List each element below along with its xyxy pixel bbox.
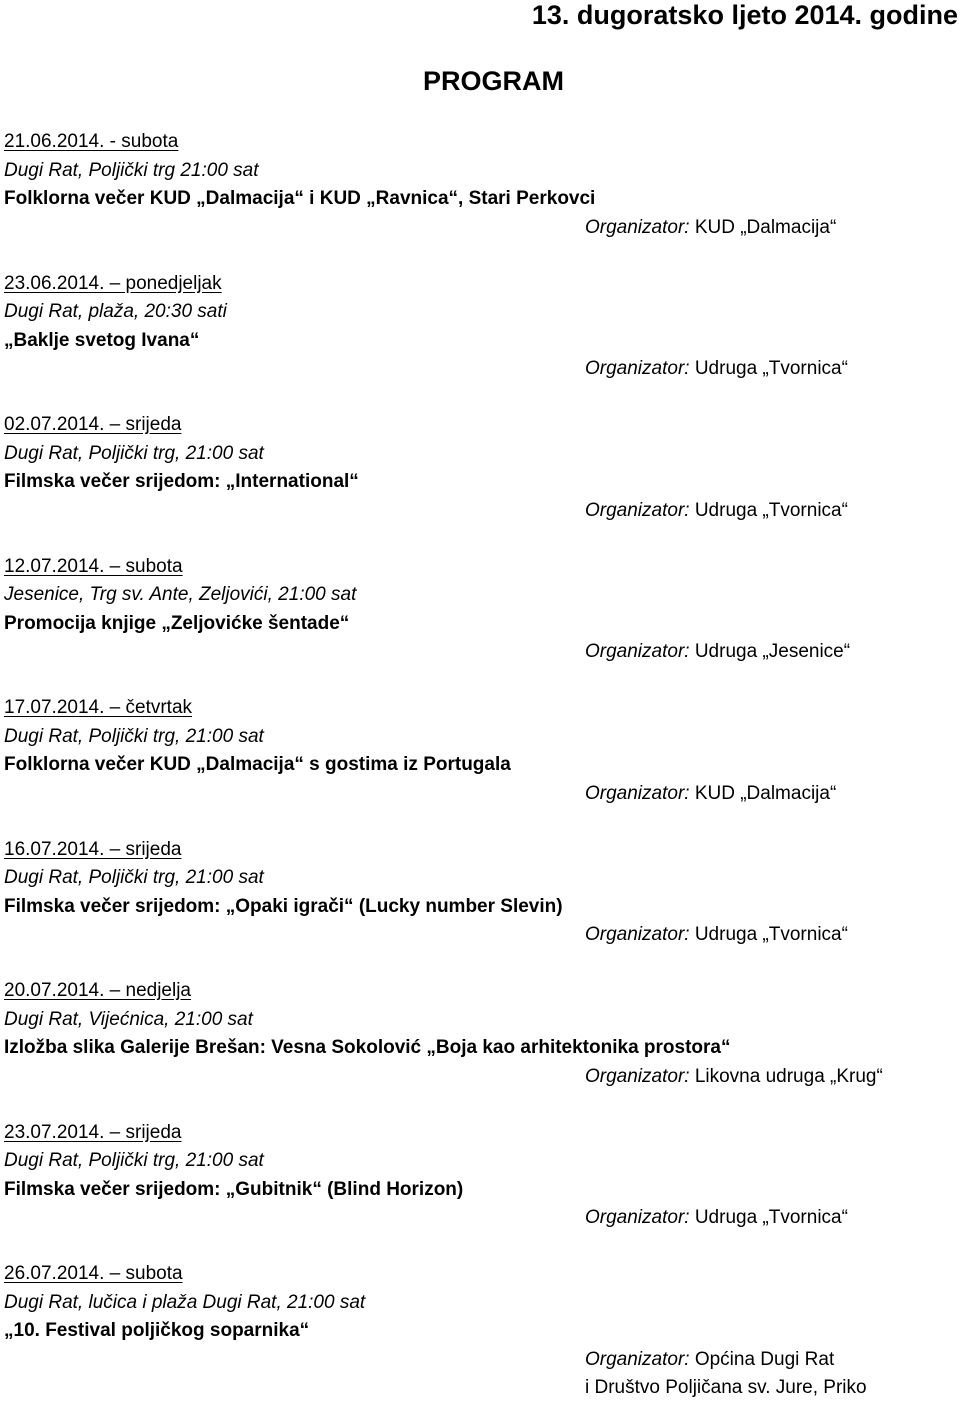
organizer-name: Općina Dugi Rat: [694, 1348, 835, 1370]
event-date: 23.06.2014. – ponedjeljak: [4, 272, 222, 294]
event-location: Dugi Rat, Poljički trg, 21:00 sat: [4, 725, 264, 747]
organizer-name: KUD „Dalmacija“: [694, 782, 837, 804]
organizer-name: KUD „Dalmacija“: [694, 216, 837, 238]
event-location: Dugi Rat, lučica i plaža Dugi Rat, 21:00 sat: [4, 1291, 366, 1313]
event-organizer: [585, 638, 850, 667]
event-title: Promocija knjige „Zeljovićke šentade“: [4, 612, 350, 634]
event-item: [4, 836, 954, 978]
event-title: „10. Festival poljičkog soparnika“: [4, 1320, 310, 1341]
event-title: Filmska večer srijedom: „International“: [4, 471, 359, 492]
event-organizer: [585, 1063, 883, 1092]
event-title: Folklorna večer KUD „Dalmacija“ s gostima iz Portugala: [4, 754, 511, 775]
event-date: 16.07.2014. – srijeda: [4, 838, 182, 860]
event-location: Dugi Rat, Poljički trg, 21:00 sat: [4, 442, 264, 464]
event-title: „Baklje svetog Ivana“: [4, 329, 200, 351]
event-location: Dugi Rat, plaža, 20:30 sati: [4, 301, 227, 322]
event-location: Jesenice, Trg sv. Ante, Zeljovići, 21:00 sat: [4, 584, 357, 605]
event-item: [4, 553, 954, 695]
event-location: Dugi Rat, Poljički trg, 21:00 sat: [4, 867, 264, 888]
organizer-name: Udruga „Tvornica“: [694, 924, 848, 945]
event-location: Dugi Rat, Poljički trg 21:00 sat: [4, 159, 259, 181]
event-organizer: [585, 497, 848, 526]
event-title: Filmska večer srijedom: „Opaki igrači“ (Lucky number Slevin): [4, 895, 563, 917]
event-item: [4, 1260, 954, 1410]
organizer-label: Organizator:: [585, 924, 690, 945]
event-organizer: [585, 214, 836, 243]
program-title: PROGRAM: [423, 66, 564, 96]
event-date: 17.07.2014. – četvrtak: [4, 697, 193, 718]
event-title: Izložba slika Galerije Brešan: Vesna Sokolović „Boja kao arhitektonika prostora“: [4, 1037, 731, 1058]
event-location: Dugi Rat, Vijećnica, 21:00 sat: [4, 1008, 253, 1030]
event-date: 21.06.2014. - subota: [4, 131, 179, 152]
event-item: [4, 694, 954, 836]
event-organizer: [585, 355, 848, 384]
event-title: Filmska večer srijedom: „Gubitnik“ (Blind Horizon): [4, 1178, 464, 1200]
organizer-name: Udruga „Tvornica“: [694, 1207, 848, 1228]
event-organizer: [585, 1346, 834, 1375]
event-date: 02.07.2014. – srijeda: [4, 414, 182, 435]
organizer-label: Organizator:: [585, 358, 690, 379]
event-date: 20.07.2014. – nedjelja: [4, 980, 191, 1001]
event-list: [4, 128, 954, 1410]
organizer-name: Udruga „Tvornica“: [694, 499, 848, 521]
event-date: 12.07.2014. – subota: [4, 555, 183, 577]
event-item: [4, 128, 954, 270]
event-item: [4, 411, 954, 553]
event-item: [4, 977, 954, 1119]
event-date: 23.07.2014. – srijeda: [4, 1121, 182, 1143]
event-location: Dugi Rat, Poljički trg, 21:00 sat: [4, 1150, 264, 1171]
event-organizer: [585, 1204, 848, 1233]
organizer-label: Organizator:: [585, 1348, 690, 1370]
organizer-name: Udruga „Jesenice“: [694, 641, 851, 662]
organizer-label: Organizator:: [585, 1207, 690, 1228]
event-item: [4, 270, 954, 412]
organizer-label: Organizator:: [585, 499, 690, 521]
event-date: 26.07.2014. – subota: [4, 1263, 183, 1284]
event-organizer: [585, 921, 848, 950]
organizer-label: Organizator:: [585, 216, 690, 238]
event-organizer: [585, 780, 836, 809]
event-item: [4, 1119, 954, 1261]
organizer-label: Organizator:: [585, 782, 690, 804]
organizer-name: Udruga „Tvornica“: [694, 358, 848, 379]
organizer-label: Organizator:: [585, 1065, 690, 1087]
organizer-name: Likovna udruga „Krug“: [694, 1065, 883, 1087]
page-header-title: 13. dugoratsko ljeto 2014. godine: [531, 0, 958, 30]
organizer-label: Organizator:: [585, 641, 690, 662]
event-organizer-secondary: i Društvo Poljičana sv. Jure, Priko: [585, 1377, 867, 1398]
event-title: Folklorna večer KUD „Dalmacija“ i KUD „Ravnica“, Stari Perkovci: [4, 188, 596, 209]
